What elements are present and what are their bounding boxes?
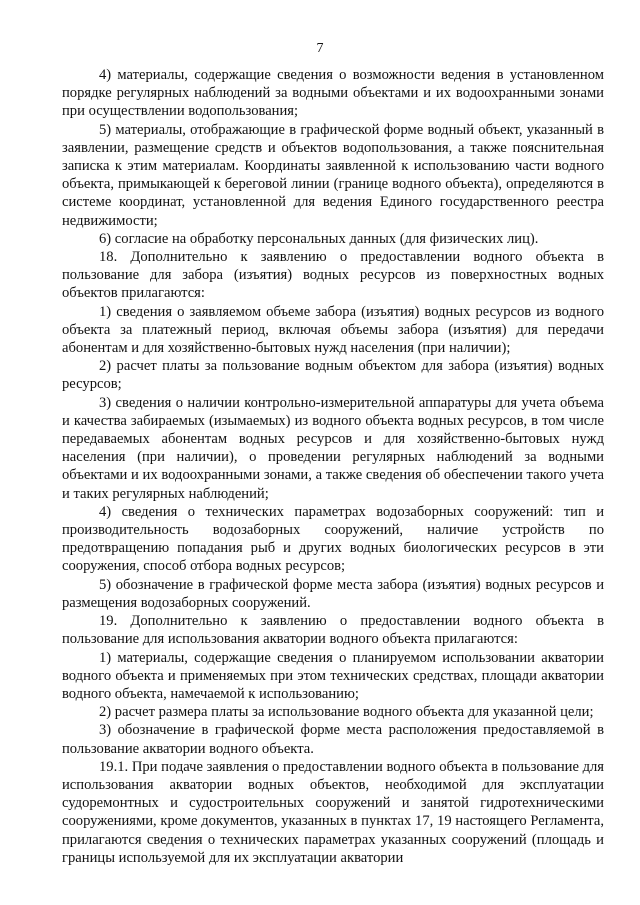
paragraph-item-6-personal-data-consent: 6) согласие на обработку персональных данных (для физических лиц).	[99, 230, 539, 247]
paragraph-section-18: 18. Дополнительно к заявлению о предоставлении водного объекта в пользование для забора (изъятия) водных ресурсов из поверхностных водных объектов прилагаются:	[62, 249, 604, 302]
body-text	[62, 66, 604, 867]
paragraph-item-5-graphic-materials: 5) материалы, отображающие в графической форме водный объект, указанный в заявлении, размещение средств и объектов водопользования, а также пояснительная записка к этим материалам. Координаты заявленной к использованию части водного объекта, примыкающей к береговой линии (границе водного объекта), определяются в системе координат, установленной для ведения Единого государственного реестра недвижимости;	[62, 121, 604, 229]
page-number: 7	[316, 41, 324, 56]
paragraph-18-item-3: 3) сведения о наличии контрольно-измерительной аппаратуры для учета объема и качества забираемых (изымаемых) из водного объекта водных ресурсов, в том числе передаваемых абонентам водных ресурсов и для хозяйственно-бытовых нужд населения (при наличии), о проведении регулярных наблюдений за водными объектами и их водоохранными зонами, а также сведения об обеспечении такого учета и таких регулярных наблюдений;	[62, 394, 604, 502]
paragraph-item-4-materials-observations: 4) материалы, содержащие сведения о возможности ведения в установленном порядке регулярных наблюдений за водными объектами и их водоохранными зонами при осуществлении водопользования;	[62, 67, 604, 120]
paragraph-section-19: 19. Дополнительно к заявлению о предоставлении водного объекта в пользование для использования акватории водного объекта прилагаются:	[62, 613, 604, 648]
paragraph-18-item-1: 1) сведения о заявляемом объеме забора (изъятия) водных ресурсов из водного объекта за платежный период, включая объемы забора (изъятия) для передачи абонентам и для хозяйственно-бытовых нужд населения (при наличии);	[62, 303, 604, 357]
paragraph-19-item-2: 2) расчет размера платы за использование водного объекта для указанной цели;	[99, 704, 594, 721]
paragraph-18-item-2: 2) расчет платы за пользование водным объектом для забора (изъятия) водных ресурсов;	[62, 358, 604, 393]
paragraph-18-item-4: 4) сведения о технических параметрах водозаборных сооружений: тип и производительность водозаборных сооружений, наличие устройств по предотвращению попадания рыб и других водных биологических ресурсов в эти сооружения, способ отбора водных ресурсов;	[62, 503, 604, 575]
paragraph-19-item-3: 3) обозначение в графической форме места расположения предоставляемой в пользование акватории водного объекта.	[62, 722, 604, 757]
paragraph-section-19-1: 19.1. При подаче заявления о предоставлении водного объекта в пользование для использования акватории водных объектов, необходимой для эксплуатации судоремонтных и судостроительных сооружений и занятой гидротехническими сооружениями, кроме документов, указанных в пунктах 17, 19 настоящего Регламента, прилагаются сведения о технических параметрах указанных сооружений (площадь и границы используемой для их эксплуатации акватории	[62, 758, 604, 866]
paragraph-18-item-5: 5) обозначение в графической форме места забора (изъятия) водных ресурсов и размещения водозаборных сооружений.	[62, 576, 604, 611]
paragraph-19-item-1: 1) материалы, содержащие сведения о планируемом использовании акватории водного объекта и применяемых при этом технических средствах, площади акватории водного объекта, намечаемой к использованию;	[62, 649, 604, 702]
